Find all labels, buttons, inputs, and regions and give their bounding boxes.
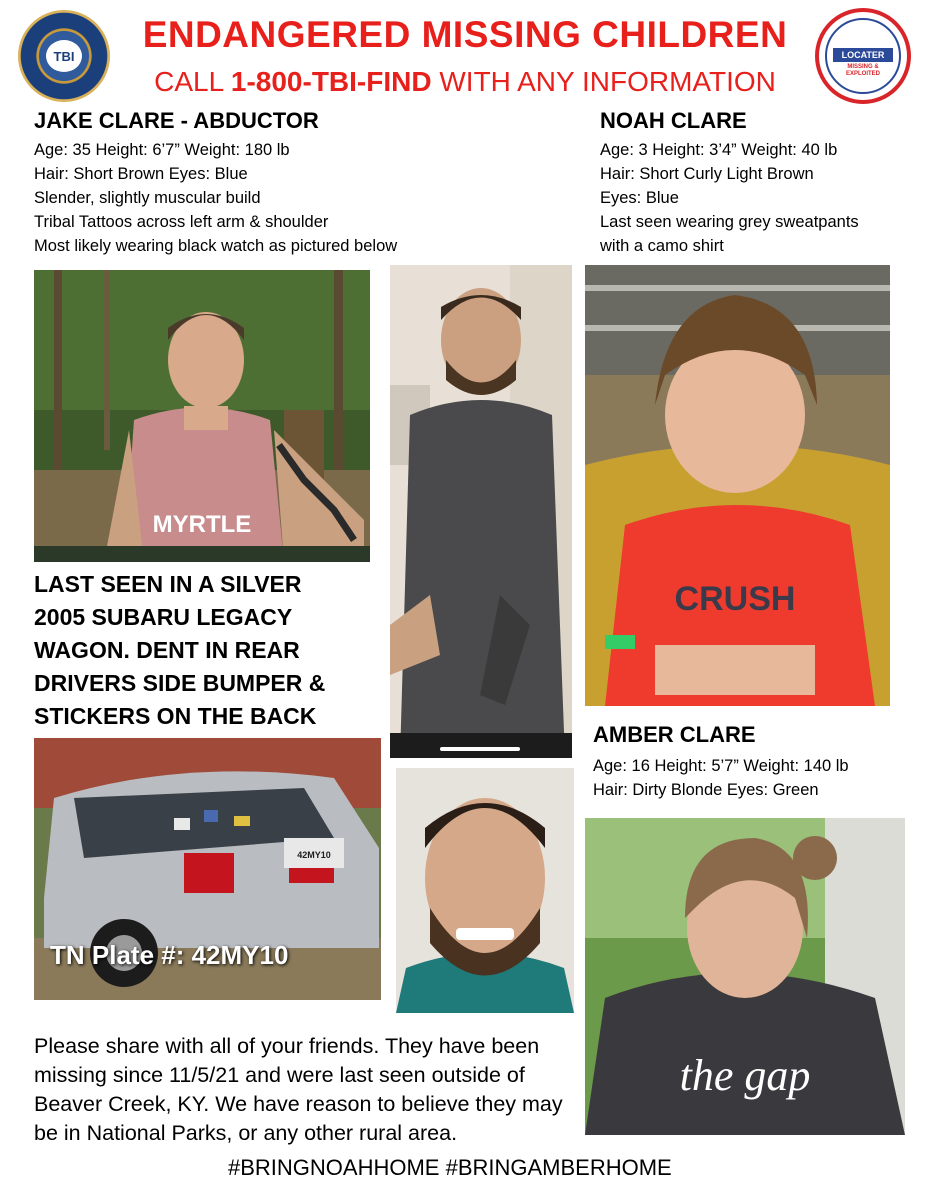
hashtags[interactable]: #BRINGNOAHHOME #BRINGAMBERHOME: [228, 1155, 672, 1180]
abductor-info-line: Age: 35 Height: 6’7” Weight: 180 lb: [34, 141, 290, 159]
vehicle-line: STICKERS ON THE BACK: [34, 703, 317, 729]
vehicle-line: 2005 SUBARU LEGACY: [34, 604, 293, 630]
locater-subtext: MISSING & EXPLOITED: [845, 64, 880, 77]
call-prefix: CALL: [154, 66, 231, 97]
amber-info-line: Age: 16 Height: 5’7” Weight: 140 lb: [593, 757, 849, 775]
noah-info-line: Age: 3 Height: 3’4” Weight: 40 lb: [600, 141, 838, 159]
noah-info-line: Eyes: Blue: [600, 189, 679, 207]
abductor-heading: JAKE CLARE - ABDUCTOR: [34, 108, 319, 133]
locater-seal-logo: [815, 8, 911, 104]
jake-shirt-text: MYRTLE: [152, 511, 252, 538]
noah-photo: [585, 265, 890, 706]
jake-headshot-photo: [396, 768, 574, 1013]
vehicle-description: [34, 568, 374, 733]
amber-info-line: Hair: Dirty Blonde Eyes: Green: [593, 781, 819, 799]
abductor-info: [34, 138, 484, 258]
share-message: Please share with all of your friends. They have been missing since 11/5/21 and were last seen outside of Beaver Creek, KY. We have reason to believe they may be in National Parks, or any other rural area.: [34, 1034, 563, 1145]
vehicle-line: DRIVERS SIDE BUMPER &: [34, 670, 326, 696]
jake-standing-photo: [390, 265, 572, 758]
abductor-info-line: Tribal Tattoos across left arm & shoulder: [34, 213, 329, 231]
plate-number: TN Plate #: 42MY10: [50, 940, 289, 970]
car-license-text: 42MY10: [297, 850, 331, 860]
jake-forest-photo: [34, 270, 370, 562]
noah-info-line: Last seen wearing grey sweatpants: [600, 213, 859, 231]
tbi-seal-logo: [18, 10, 110, 102]
call-number[interactable]: 1-800-TBI-FIND: [230, 66, 432, 97]
noah-info-line: Hair: Short Curly Light Brown: [600, 165, 814, 183]
amber-info: [593, 754, 913, 802]
vehicle-line: WAGON. DENT IN REAR: [34, 637, 300, 663]
noah-info: [600, 138, 910, 258]
page-title: ENDANGERED MISSING CHILDREN: [142, 14, 788, 55]
abductor-info-line: Slender, slightly muscular build: [34, 189, 261, 207]
tbi-seal-text: TBI: [46, 40, 82, 72]
call-line: [120, 66, 810, 98]
amber-heading: AMBER CLARE: [593, 722, 756, 747]
noah-info-line: with a camo shirt: [600, 237, 724, 255]
abductor-info-line: Hair: Short Brown Eyes: Blue: [34, 165, 248, 183]
call-suffix: WITH ANY INFORMATION: [431, 66, 776, 97]
amber-sweatshirt-text: the gap: [679, 1051, 811, 1100]
amber-photo: [585, 818, 905, 1135]
noah-shirt-text: CRUSH: [674, 580, 796, 618]
abductor-info-line: Most likely wearing black watch as pictured below: [34, 237, 398, 255]
noah-heading: NOAH CLARE: [600, 108, 747, 133]
locater-badge: LOCATER: [833, 48, 893, 62]
vehicle-line: LAST SEEN IN A SILVER: [34, 571, 302, 597]
